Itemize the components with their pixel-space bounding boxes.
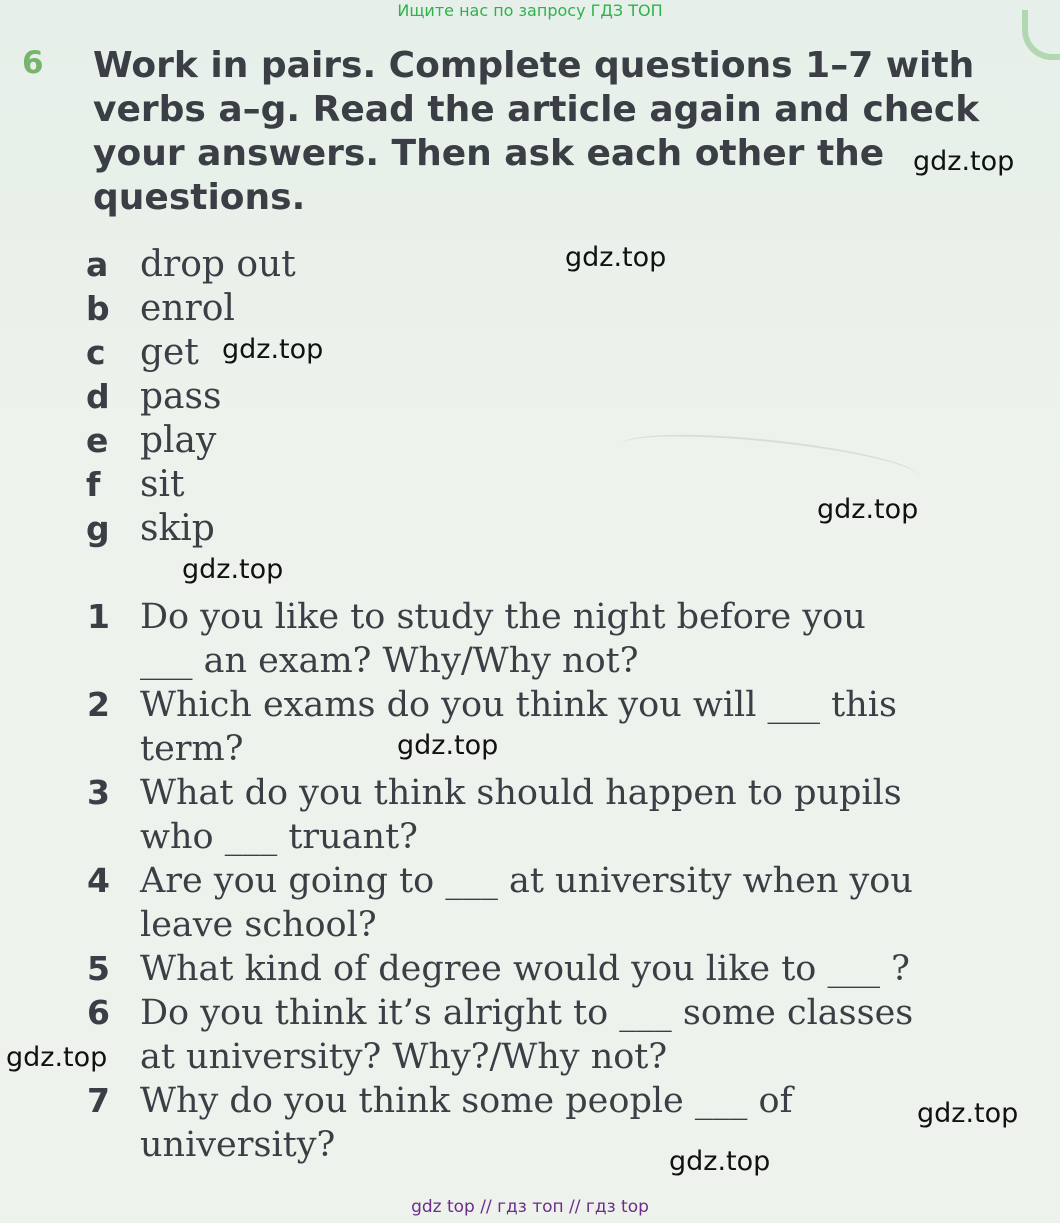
question-line: university? [140, 1125, 336, 1165]
question-text [140, 947, 1020, 991]
question-line: What do you think should happen to pupils [140, 773, 902, 813]
instruction-line: Work in pairs. Complete questions 1–7 with [93, 45, 975, 86]
exercise-number: 6 [22, 45, 44, 81]
question-number: 2 [87, 685, 110, 724]
option-letter: b [86, 289, 110, 328]
option-word: skip [140, 508, 215, 549]
question-number: 4 [87, 861, 110, 900]
question-text [140, 595, 1020, 683]
option-word: play [140, 420, 217, 461]
option-word: enrol [140, 288, 235, 329]
watermark: gdz.top [182, 554, 284, 585]
option-word: drop out [140, 244, 296, 285]
watermark: gdz.top [222, 334, 324, 365]
question-number: 3 [87, 773, 110, 812]
question-line: leave school? [140, 905, 377, 945]
option-letter: c [86, 333, 106, 372]
watermark: gdz.top [817, 494, 919, 525]
question-line: who ___ truant? [140, 817, 418, 857]
question-line: Are you going to ___ at university when you [140, 861, 913, 901]
question-text [140, 859, 1020, 947]
watermark: gdz.top [669, 1146, 771, 1177]
question-text [140, 683, 1020, 771]
watermark: gdz.top [397, 730, 499, 761]
question-number: 5 [87, 949, 110, 988]
question-line: Do you think it’s alright to ___ some classes [140, 993, 914, 1033]
instruction-line: questions. [93, 177, 306, 218]
footer-watermark: gdz top // гдз топ // гдз top [411, 1197, 649, 1217]
question-line: ___ an exam? Why/Why not? [140, 641, 639, 681]
question-line: Which exams do you think you will ___ this [140, 685, 897, 725]
option-word: get [140, 332, 199, 373]
question-line: term? [140, 729, 244, 769]
option-letter: g [86, 509, 110, 548]
option-letter: d [86, 377, 110, 416]
question-text [140, 771, 1020, 859]
option-letter: e [86, 421, 109, 460]
exercise-instruction [93, 44, 980, 220]
option-letter: a [86, 245, 109, 284]
question-line: at university? Why?/Why not? [140, 1037, 668, 1077]
watermark: gdz.top [913, 146, 1015, 177]
question-line: Why do you think some people ___ of [140, 1081, 793, 1121]
watermark: gdz.top [6, 1042, 108, 1073]
top-banner: Ищите нас по запросу ГДЗ ТОП [397, 1, 663, 20]
option-letter: f [86, 465, 101, 504]
instruction-line: your answers. Then ask each other the [93, 133, 885, 174]
question-line: What kind of degree would you like to ___ ? [140, 949, 910, 989]
question-number: 6 [87, 993, 110, 1032]
watermark: gdz.top [917, 1098, 1019, 1129]
question-number: 7 [87, 1081, 110, 1120]
watermark: gdz.top [565, 242, 667, 273]
option-word: pass [140, 376, 222, 417]
question-number: 1 [87, 597, 110, 636]
question-text [140, 991, 1020, 1079]
question-text [140, 1079, 1020, 1167]
question-line: Do you like to study the night before you [140, 597, 866, 637]
instruction-line: verbs a–g. Read the article again and check [93, 89, 980, 130]
option-word: sit [140, 464, 185, 505]
